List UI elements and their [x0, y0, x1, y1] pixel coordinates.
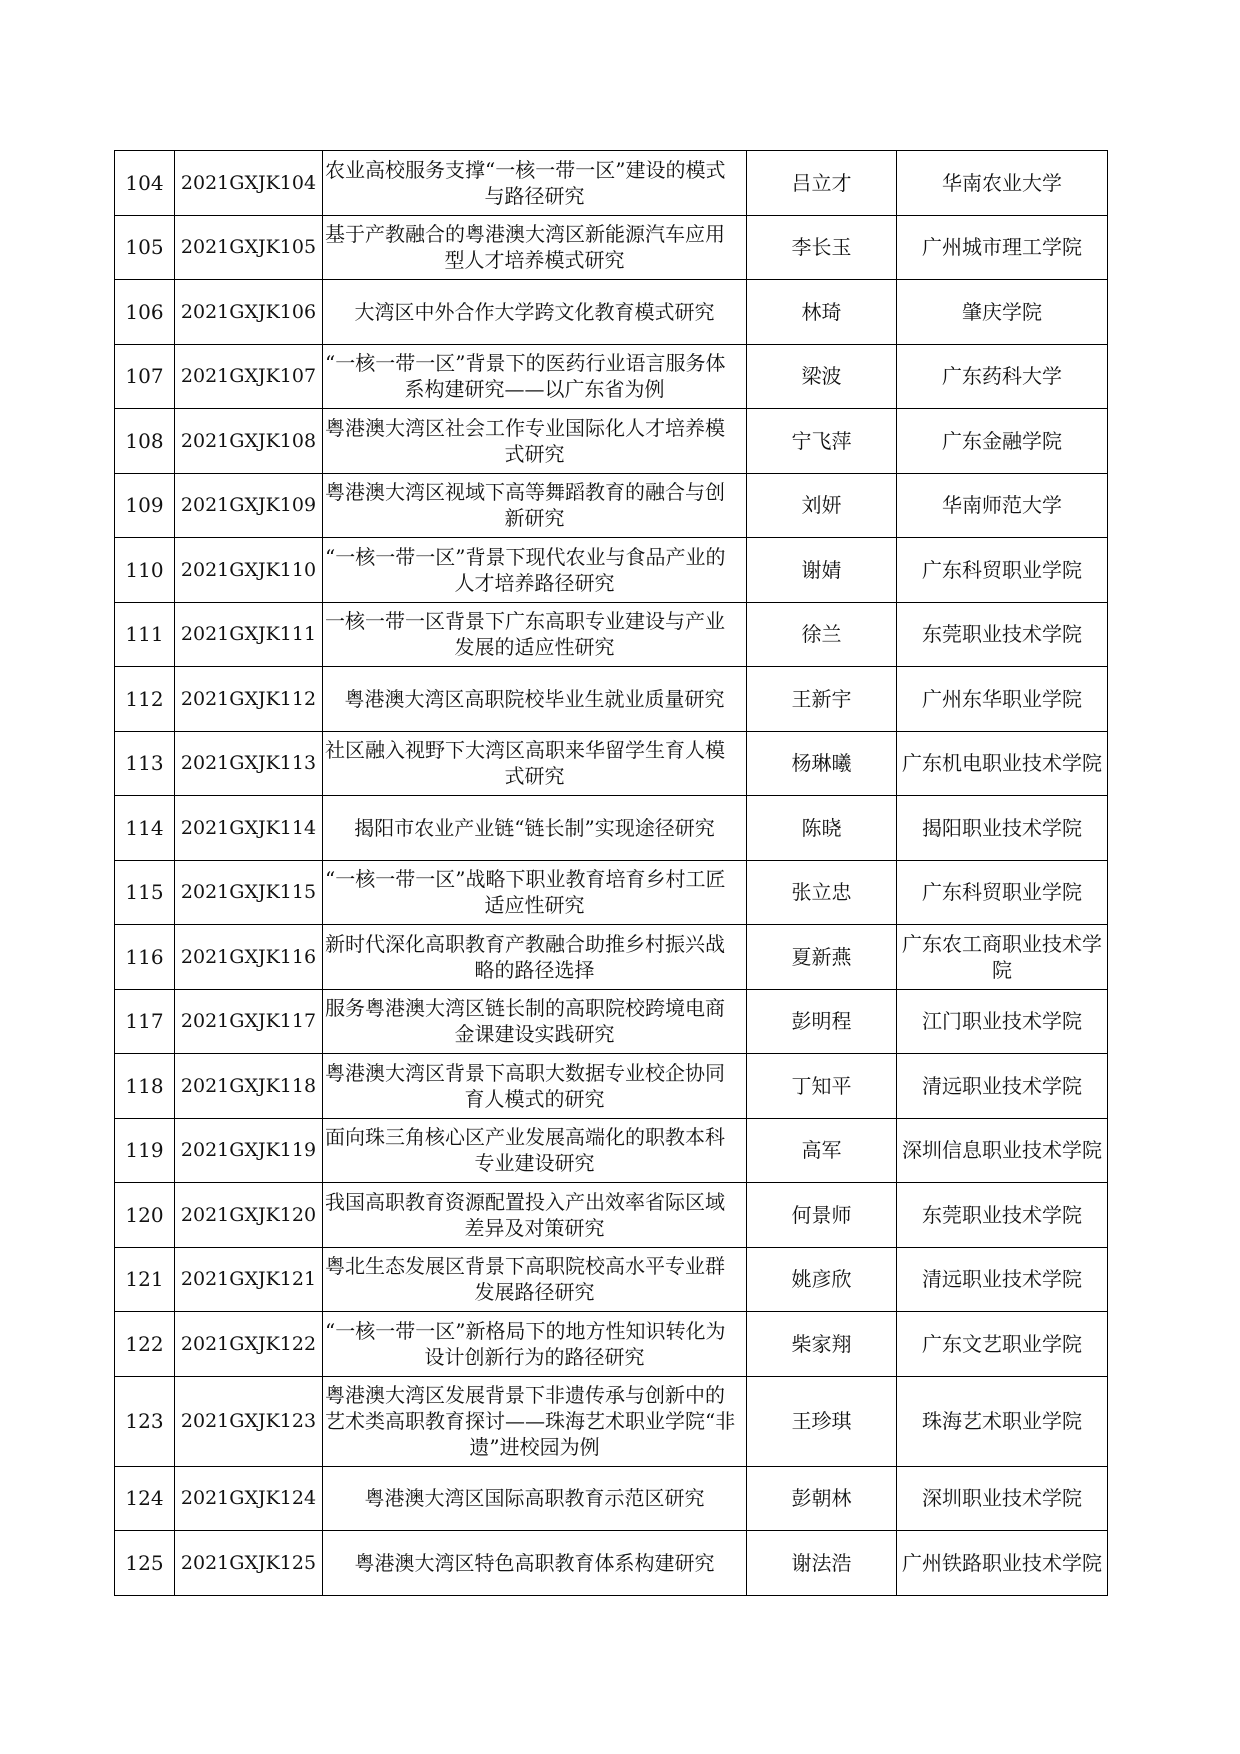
project-title: 一核一带一区背景下广东高职专业建设与产业发展的适应性研究: [323, 602, 747, 667]
project-unit: 江门职业技术学院: [897, 989, 1108, 1054]
project-code: 2021GXJK113: [175, 731, 323, 796]
table-row: [115, 538, 1108, 603]
project-code: 2021GXJK124: [175, 1466, 323, 1531]
row-number: 104: [115, 151, 175, 216]
table-row: [115, 925, 1108, 990]
project-code: 2021GXJK121: [175, 1247, 323, 1312]
project-unit: 广东机电职业技术学院: [897, 731, 1108, 796]
row-number: 111: [115, 602, 175, 667]
project-leader: 彭明程: [747, 989, 897, 1054]
project-code: 2021GXJK104: [175, 151, 323, 216]
project-unit: 东莞职业技术学院: [897, 1183, 1108, 1248]
project-unit: 深圳信息职业技术学院: [897, 1118, 1108, 1183]
project-leader: 姚彦欣: [747, 1247, 897, 1312]
table-row: [115, 1312, 1108, 1377]
table-row: [115, 667, 1108, 732]
project-code: 2021GXJK125: [175, 1531, 323, 1596]
project-code: 2021GXJK116: [175, 925, 323, 990]
row-number: 124: [115, 1466, 175, 1531]
table-row: [115, 602, 1108, 667]
project-unit: 东莞职业技术学院: [897, 602, 1108, 667]
row-number: 105: [115, 215, 175, 280]
table-row: [115, 989, 1108, 1054]
project-leader: 彭朝林: [747, 1466, 897, 1531]
project-code: 2021GXJK109: [175, 473, 323, 538]
project-unit: 深圳职业技术学院: [897, 1466, 1108, 1531]
project-title: 粤港澳大湾区高职院校毕业生就业质量研究: [323, 667, 747, 732]
project-unit: 肇庆学院: [897, 280, 1108, 345]
project-leader: 林琦: [747, 280, 897, 345]
project-code: 2021GXJK122: [175, 1312, 323, 1377]
project-unit: 广东金融学院: [897, 409, 1108, 474]
project-leader: 王新宇: [747, 667, 897, 732]
project-code: 2021GXJK119: [175, 1118, 323, 1183]
table-row: [115, 473, 1108, 538]
table-row: [115, 1466, 1108, 1531]
row-number: 115: [115, 860, 175, 925]
project-unit: 广州东华职业学院: [897, 667, 1108, 732]
project-leader: 王珍琪: [747, 1376, 897, 1466]
table-row: [115, 409, 1108, 474]
project-leader: 何景师: [747, 1183, 897, 1248]
project-title: 农业高校服务支撑“一核一带一区”建设的模式与路径研究: [323, 151, 747, 216]
project-leader: 张立忠: [747, 860, 897, 925]
project-leader: 陈晓: [747, 796, 897, 861]
project-table: [114, 150, 1108, 1596]
row-number: 125: [115, 1531, 175, 1596]
table-row: [115, 860, 1108, 925]
project-title: 粤港澳大湾区视域下高等舞蹈教育的融合与创新研究: [323, 473, 747, 538]
project-leader: 谢婧: [747, 538, 897, 603]
project-leader: 丁知平: [747, 1054, 897, 1119]
project-title: “一核一带一区”战略下职业教育培育乡村工匠适应性研究: [323, 860, 747, 925]
project-title: 粤港澳大湾区国际高职教育示范区研究: [323, 1466, 747, 1531]
row-number: 122: [115, 1312, 175, 1377]
project-code: 2021GXJK110: [175, 538, 323, 603]
row-number: 119: [115, 1118, 175, 1183]
project-code: 2021GXJK105: [175, 215, 323, 280]
row-number: 107: [115, 344, 175, 409]
project-title: 社区融入视野下大湾区高职来华留学生育人模式研究: [323, 731, 747, 796]
project-leader: 柴家翔: [747, 1312, 897, 1377]
row-number: 116: [115, 925, 175, 990]
row-number: 106: [115, 280, 175, 345]
project-code: 2021GXJK111: [175, 602, 323, 667]
project-title: 基于产教融合的粤港澳大湾区新能源汽车应用型人才培养模式研究: [323, 215, 747, 280]
project-code: 2021GXJK112: [175, 667, 323, 732]
row-number: 123: [115, 1376, 175, 1466]
project-title: 粤港澳大湾区社会工作专业国际化人才培养模式研究: [323, 409, 747, 474]
project-leader: 高军: [747, 1118, 897, 1183]
table-row: [115, 1054, 1108, 1119]
project-code: 2021GXJK108: [175, 409, 323, 474]
project-unit: 广东农工商职业技术学院: [897, 925, 1108, 990]
table-row: [115, 344, 1108, 409]
project-unit: 华南农业大学: [897, 151, 1108, 216]
project-title: 粤港澳大湾区背景下高职大数据专业校企协同育人模式的研究: [323, 1054, 747, 1119]
project-unit: 清远职业技术学院: [897, 1247, 1108, 1312]
row-number: 113: [115, 731, 175, 796]
project-unit: 华南师范大学: [897, 473, 1108, 538]
project-title: 大湾区中外合作大学跨文化教育模式研究: [323, 280, 747, 345]
table-row: [115, 280, 1108, 345]
project-leader: 徐兰: [747, 602, 897, 667]
project-title: 面向珠三角核心区产业发展高端化的职教本科专业建设研究: [323, 1118, 747, 1183]
project-unit: 广东科贸职业学院: [897, 538, 1108, 603]
table-row: [115, 1247, 1108, 1312]
project-code: 2021GXJK114: [175, 796, 323, 861]
project-leader: 杨琳曦: [747, 731, 897, 796]
project-code: 2021GXJK120: [175, 1183, 323, 1248]
project-unit: 广东科贸职业学院: [897, 860, 1108, 925]
project-title: 新时代深化高职教育产教融合助推乡村振兴战略的路径选择: [323, 925, 747, 990]
project-code: 2021GXJK118: [175, 1054, 323, 1119]
table-row: [115, 1118, 1108, 1183]
table-row: [115, 731, 1108, 796]
project-leader: 宁飞萍: [747, 409, 897, 474]
project-unit: 揭阳职业技术学院: [897, 796, 1108, 861]
project-leader: 李长玉: [747, 215, 897, 280]
project-unit: 清远职业技术学院: [897, 1054, 1108, 1119]
project-unit: 珠海艺术职业学院: [897, 1376, 1108, 1466]
project-title: “一核一带一区”背景下现代农业与食品产业的人才培养路径研究: [323, 538, 747, 603]
project-leader: 夏新燕: [747, 925, 897, 990]
project-unit: 广州城市理工学院: [897, 215, 1108, 280]
project-unit: 广东文艺职业学院: [897, 1312, 1108, 1377]
project-title: 粤港澳大湾区发展背景下非遗传承与创新中的艺术类高职教育探讨——珠海艺术职业学院“非遗”进校园为例: [323, 1376, 747, 1466]
project-leader: 梁波: [747, 344, 897, 409]
project-title: 服务粤港澳大湾区链长制的高职院校跨境电商金课建设实践研究: [323, 989, 747, 1054]
row-number: 108: [115, 409, 175, 474]
table-row: [115, 1531, 1108, 1596]
project-leader: 吕立才: [747, 151, 897, 216]
row-number: 114: [115, 796, 175, 861]
table-row: [115, 1183, 1108, 1248]
row-number: 112: [115, 667, 175, 732]
table-row: [115, 215, 1108, 280]
project-title: “一核一带一区”新格局下的地方性知识转化为设计创新行为的路径研究: [323, 1312, 747, 1377]
project-title: 粤北生态发展区背景下高职院校高水平专业群发展路径研究: [323, 1247, 747, 1312]
project-title: 粤港澳大湾区特色高职教育体系构建研究: [323, 1531, 747, 1596]
project-table-body: [115, 151, 1108, 1596]
project-leader: 刘妍: [747, 473, 897, 538]
table-row: [115, 796, 1108, 861]
project-code: 2021GXJK117: [175, 989, 323, 1054]
table-row: [115, 151, 1108, 216]
project-title: “一核一带一区”背景下的医药行业语言服务体系构建研究——以广东省为例: [323, 344, 747, 409]
table-row: [115, 1376, 1108, 1466]
project-title: 我国高职教育资源配置投入产出效率省际区域差异及对策研究: [323, 1183, 747, 1248]
project-code: 2021GXJK123: [175, 1376, 323, 1466]
project-code: 2021GXJK106: [175, 280, 323, 345]
row-number: 109: [115, 473, 175, 538]
project-code: 2021GXJK107: [175, 344, 323, 409]
row-number: 121: [115, 1247, 175, 1312]
project-leader: 谢法浩: [747, 1531, 897, 1596]
row-number: 118: [115, 1054, 175, 1119]
project-title: 揭阳市农业产业链“链长制”实现途径研究: [323, 796, 747, 861]
project-unit: 广东药科大学: [897, 344, 1108, 409]
row-number: 117: [115, 989, 175, 1054]
project-code: 2021GXJK115: [175, 860, 323, 925]
row-number: 120: [115, 1183, 175, 1248]
project-unit: 广州铁路职业技术学院: [897, 1531, 1108, 1596]
row-number: 110: [115, 538, 175, 603]
